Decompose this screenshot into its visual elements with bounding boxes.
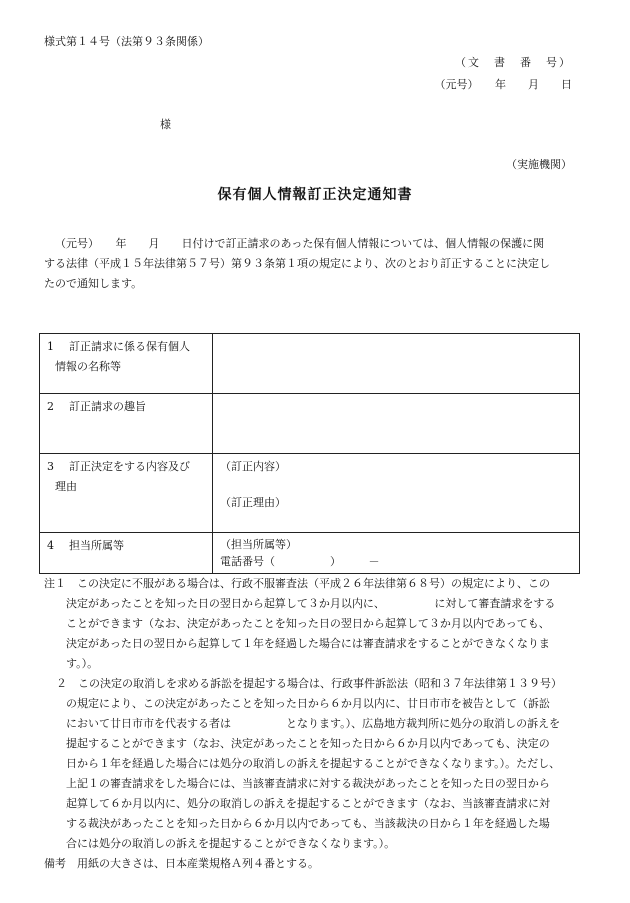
row-value [213,334,580,394]
correction-reason-label: （訂正理由） [220,496,286,509]
body-line: たので通知します。 [44,277,143,290]
decision-table [39,333,580,574]
note-2-line: 提起することができます（なお、決定があったことを知った日から６か月以内であっても、決定の [66,737,550,750]
phone-number-label: 電話番号（ ） － [220,555,380,568]
row-label [40,334,213,394]
row-label [40,394,213,454]
notes [44,574,592,874]
body-line: する法律（平成１５年法律第５７号）第９３条第１項の規定により、次のとおり訂正することに決定し [44,257,550,270]
row-label-text: 情報の名称等 [55,360,121,373]
note-2-line: 合には処分の取消しの訴えを提起することができなくなります。）。 [66,837,396,850]
issue-date: （元号） 年 月 日 [434,78,572,91]
body-line: （元号） 年 月 日付けで訂正請求のあった保有個人情報については、個人情報の保護に関 [55,237,545,250]
row-number: 4 [47,539,54,552]
note-1-line: 決定があったことを知った日の翌日から起算して３か月以内に、 に対して審査請求をする [66,597,556,610]
note-2-line: の規定により、この決定があったことを知った日から６か月以内に、廿日市市を被告として（訴訟 [66,697,550,710]
note-2-line: 起算して６か月以内に、処分の取消しの訴えを提起することができます（なお、当該審査請求に対 [66,797,550,810]
note-1: 注１ この決定に不服がある場合は、行政不服審査法（平成２６年法律第６８号）の規定により、この [44,577,550,590]
department-label: （担当所属等） [220,538,297,551]
note-2-line: する裁決があったことを知った日から６か月以内であっても、当該裁決の日から１年を経過した場 [66,817,550,830]
note-2-line: 日から１年を経過した場合には処分の取消しの訴えを提起することができなくなります。）。ただし、 [66,757,561,770]
row-number: 3 [47,460,54,473]
note-1-line: す。）。 [66,657,99,670]
row-label [40,454,213,533]
remark: 備考 用紙の大きさは、日本産業規格Ａ列４番とする。 [44,857,319,870]
row-label [40,533,213,574]
table-row [40,454,580,533]
page-title: 保有個人情報訂正決定通知書 [217,187,413,203]
table-row [40,533,580,574]
body-paragraph [44,234,589,294]
row-label-text: 理由 [55,480,77,493]
note-2-line: 上記１の審査請求をした場合には、当該審査請求に対する裁決があったことを知った日の翌日から [66,777,550,790]
note-1-line: ことができます（なお、決定があったことを知った日の翌日から起算して３か月以内であっても、 [66,617,550,630]
row-number: 2 [47,400,54,413]
document-number: （文 書 番 号） [455,56,572,69]
table-row [40,394,580,454]
form-label: 様式第１４号（法第９３条関係） [44,35,209,48]
correction-content-label: （訂正内容） [220,460,286,473]
row-value [213,394,580,454]
row-label-text: 訂正請求の趣旨 [69,400,146,413]
row-label-text: 担当所属等 [69,539,124,552]
note-2-line: において廿日市市を代表する者は となります。）、広島地方裁判所に処分の取消しの訴えを [66,717,561,730]
table-row [40,334,580,394]
note-2: ２ この決定の取消しを求める訴訟を提起する場合は、行政事件訴訟法（昭和３７年法律第１３９号） [56,677,562,690]
row-value [213,533,580,574]
row-value [213,454,580,533]
row-label-text: 訂正決定をする内容及び [69,460,190,473]
implementing-agency: （実施機関） [506,158,572,171]
note-1-line: 決定があった日の翌日から起算して１年を経過した場合には審査請求をすることができなくなりま [66,637,550,650]
addressee: 様 [160,118,171,131]
row-number: 1 [47,340,54,353]
row-label-text: 訂正請求に係る保有個人 [69,340,190,353]
